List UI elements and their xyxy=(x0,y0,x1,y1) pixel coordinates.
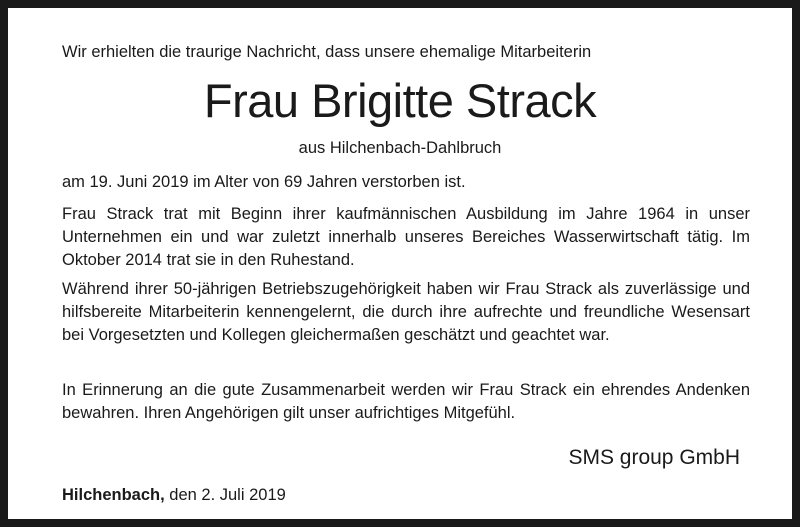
deceased-name: Frau Brigitte Strack xyxy=(203,74,597,127)
remembrance-paragraph: In Erinnerung an die gute Zusammenarbeit werden wir Frau Strack ein ehrendes Andenken bewahren. Ihren Angehörigen gilt unser aufrichtiges Mitgefühl. xyxy=(62,381,750,422)
death-statement: am 19. Juni 2019 im Alter von 69 Jahren verstorben ist. xyxy=(62,173,466,191)
dateline xyxy=(62,484,286,506)
intro-text: Wir erhielten die traurige Nachricht, dass unsere ehemalige Mitarbeiterin xyxy=(62,43,592,61)
career-paragraph: Frau Strack trat mit Beginn ihrer kaufmännischen Ausbildung im Jahre 1964 in unser Unternehmen ein und war zuletzt innerhalb unseres Bereiches Wasserwirtschaft tätig. Im Oktober 2014 trat sie in den Ruhestand. xyxy=(62,205,750,269)
tribute-paragraph: Während ihrer 50-jährigen Betriebszugehörigkeit haben wir Frau Strack als zuverlässige und hilfsbereite Mitarbeiterin kennengelernt, die durch ihre aufrechte und freundliche Wesensart bei Vorgesetzten und Kollegen gleichermaßen geschätzt und geachtet war. xyxy=(62,280,750,344)
dateline-place: Hilchenbach, xyxy=(62,486,165,504)
origin-text: aus Hilchenbach-Dahlbruch xyxy=(298,139,502,157)
company-signature: SMS group GmbH xyxy=(568,446,740,469)
dateline-date: den 2. Juli 2019 xyxy=(169,486,286,504)
